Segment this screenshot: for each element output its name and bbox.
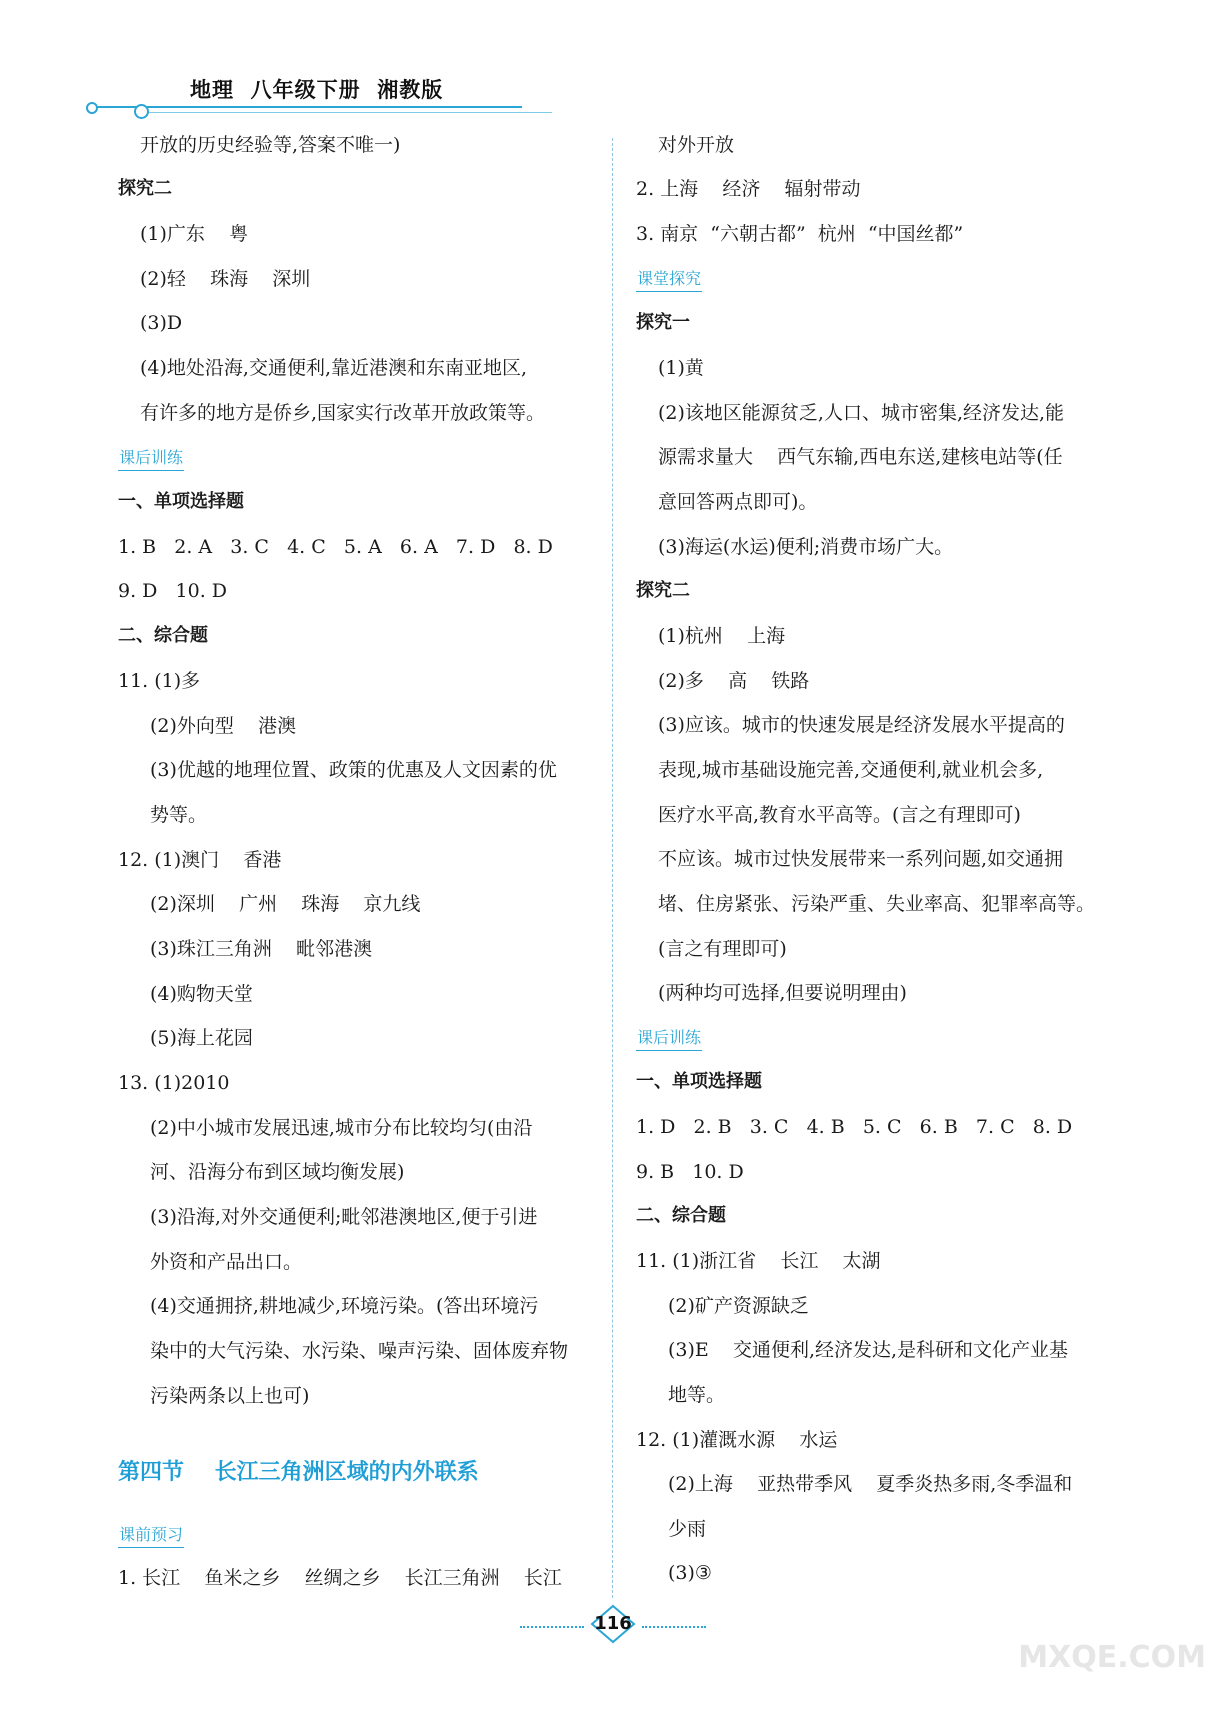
left-text-line: (2)外向型 港澳 (150, 715, 297, 737)
right-text-line: 1. D 2. B 3. C 4. B 5. C 6. B 7. C 8. D (636, 1116, 1073, 1138)
left-text-line: (1)广东 粤 (140, 223, 249, 245)
right-text-line: 9. B 10. D (636, 1161, 744, 1183)
left-text-line: 13. (1)2010 (118, 1072, 230, 1094)
left-chapter-title: 第四节 长江三角洲区域的内外联系 (118, 1459, 479, 1485)
left-text-line: 染中的大气污染、水污染、噪声污染、固体废弃物 (150, 1340, 569, 1362)
right-text-line: (1)杭州 上海 (658, 625, 786, 647)
right-text-line: 3. 南京 “六朝古都” 杭州 “中国丝都” (636, 223, 964, 245)
left-text-line: 污染两条以上也可) (150, 1385, 310, 1407)
left-section-tag: 课后训练 (118, 446, 184, 471)
watermark: MXQE.COM (1018, 1640, 1206, 1675)
right-text-line: (3)E 交通便利,经济发达,是科研和文化产业基 (668, 1339, 1069, 1361)
right-text-line: (2)该地区能源贫乏,人口、城市密集,经济发达,能 (658, 402, 1065, 424)
right-section-heading: 探究一 (636, 312, 690, 333)
left-text-line: (4)购物天堂 (150, 983, 253, 1005)
left-text-line: (2)中小城市发展迅速,城市分布比较均匀(由沿 (150, 1117, 533, 1139)
left-text-line: (2)深圳 广州 珠海 京九线 (150, 893, 421, 915)
right-text-line: (两种均可选择,但要说明理由) (658, 982, 907, 1004)
right-text-line: 堵、住房紧张、污染严重、失业率高、犯罪率高等。 (658, 893, 1096, 915)
left-text-line: 势等。 (150, 804, 208, 826)
page-number: 116 (594, 1613, 632, 1634)
header-circle-large (134, 104, 149, 119)
right-text-line: (3)海运(水运)便利;消费市场广大。 (658, 536, 954, 558)
column-divider (612, 138, 613, 1598)
left-section-tag: 课前预习 (118, 1523, 184, 1548)
header-title: 地理 八年级下册 湘教版 (190, 78, 444, 102)
left-section-heading: 二、综合题 (118, 625, 208, 646)
left-text-line: (3)珠江三角洲 毗邻港澳 (150, 938, 373, 960)
right-text-line: 意回答两点即可)。 (658, 491, 818, 513)
left-text-line: 1. 长江 鱼米之乡 丝绸之乡 长江三角洲 长江 (118, 1567, 562, 1589)
left-text-line: 11. (1)多 (118, 670, 201, 692)
right-text-line: 源需求量大 西气东输,西电东送,建核电站等(任 (658, 446, 1063, 468)
right-section-tag: 课后训练 (636, 1026, 702, 1051)
footer-dots-left (520, 1626, 584, 1628)
right-text-line: 少雨 (668, 1518, 707, 1540)
header-circle-small (86, 102, 98, 114)
right-text-line: 医疗水平高,教育水平高等。(言之有理即可) (658, 804, 1021, 826)
left-text-line: 有许多的地方是侨乡,国家实行改革开放政策等。 (140, 402, 546, 424)
left-text-line: 1. B 2. A 3. C 4. C 5. A 6. A 7. D 8. D (118, 536, 553, 558)
right-text-line: (2)多 高 铁路 (658, 670, 810, 692)
right-text-line: 11. (1)浙江省 长江 太湖 (636, 1250, 881, 1272)
right-text-line: (3)应该。城市的快速发展是经济发展水平提高的 (658, 714, 1065, 736)
right-text-line: (1)黄 (658, 357, 704, 379)
left-text-line: (4)地处沿海,交通便利,靠近港澳和东南亚地区, (140, 357, 528, 379)
right-text-line: (言之有理即可) (658, 938, 787, 960)
left-text-line: (5)海上花园 (150, 1027, 253, 1049)
right-text-line: 对外开放 (658, 134, 735, 156)
left-text-line: 外资和产品出口。 (150, 1251, 303, 1273)
left-text-line: (3)D (140, 312, 183, 334)
right-section-heading: 一、单项选择题 (636, 1071, 762, 1092)
right-section-heading: 二、综合题 (636, 1205, 726, 1226)
right-text-line: 12. (1)灌溉水源 水运 (636, 1429, 838, 1451)
left-text-line: 9. D 10. D (118, 580, 228, 602)
right-section-heading: 探究二 (636, 580, 690, 601)
right-text-line: (3)③ (668, 1562, 712, 1584)
right-text-line: (2)上海 亚热带季风 夏季炎热多雨,冬季温和 (668, 1473, 1073, 1495)
left-text-line: (3)优越的地理位置、政策的优惠及人文因素的优 (150, 759, 557, 781)
header-rule-thin (140, 112, 552, 113)
left-section-heading: 一、单项选择题 (118, 491, 244, 512)
left-text-line: 河、沿海分布到区域均衡发展) (150, 1161, 405, 1183)
left-text-line: (2)轻 珠海 深圳 (140, 268, 311, 290)
right-text-line: 表现,城市基础设施完善,交通便利,就业机会多, (658, 759, 1044, 781)
left-text-line: 开放的历史经验等,答案不唯一) (140, 134, 401, 156)
header-rule (90, 106, 522, 108)
left-text-line: (3)沿海,对外交通便利;毗邻港澳地区,便于引进 (150, 1206, 538, 1228)
left-text-line: 12. (1)澳门 香港 (118, 849, 282, 871)
right-text-line: (2)矿产资源缺乏 (668, 1295, 809, 1317)
left-section-heading: 探究二 (118, 178, 172, 199)
right-section-tag: 课堂探究 (636, 267, 702, 292)
right-text-line: 2. 上海 经济 辐射带动 (636, 178, 861, 200)
left-text-line: (4)交通拥挤,耕地减少,环境污染。(答出环境污 (150, 1295, 539, 1317)
right-text-line: 地等。 (668, 1384, 726, 1406)
right-text-line: 不应该。城市过快发展带来一系列问题,如交通拥 (658, 848, 1064, 870)
footer-dots-right (642, 1626, 706, 1628)
